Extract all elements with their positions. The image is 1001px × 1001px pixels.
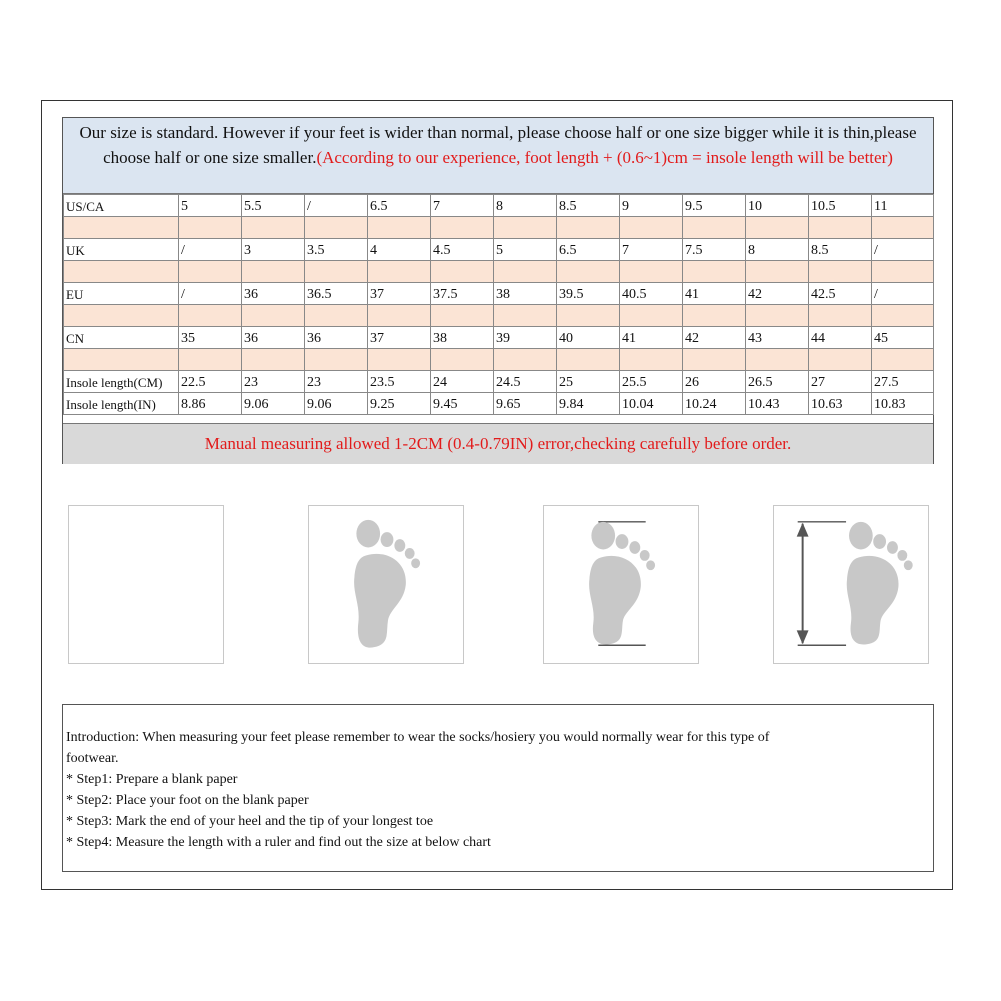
table-cell: / bbox=[872, 239, 934, 261]
step3-image bbox=[543, 505, 699, 664]
spacer-row bbox=[64, 261, 934, 283]
spacer-cell bbox=[620, 349, 683, 371]
spacer-cell bbox=[557, 349, 620, 371]
table-cell: 41 bbox=[620, 327, 683, 349]
footprint-icon bbox=[309, 506, 463, 663]
table-cell: 8.86 bbox=[179, 393, 242, 415]
table-cell: 37 bbox=[368, 327, 431, 349]
table-cell: 27 bbox=[809, 371, 872, 393]
step1-text: * Step1: Prepare a blank paper bbox=[66, 772, 238, 787]
spacer-cell bbox=[242, 261, 305, 283]
spacer-cell bbox=[64, 349, 179, 371]
table-cell: / bbox=[872, 283, 934, 305]
table-cell: 40 bbox=[557, 327, 620, 349]
table-cell: 9.06 bbox=[242, 393, 305, 415]
size-notice bbox=[63, 118, 933, 194]
spacer-cell bbox=[872, 349, 934, 371]
row-label: Insole length(IN) bbox=[64, 393, 179, 415]
table-cell: 35 bbox=[179, 327, 242, 349]
spacer-cell bbox=[809, 261, 872, 283]
spacer-cell bbox=[242, 217, 305, 239]
table-row bbox=[64, 195, 934, 217]
spacer-row bbox=[64, 349, 934, 371]
table-cell: 9 bbox=[620, 195, 683, 217]
table-cell: 42 bbox=[683, 327, 746, 349]
table-cell: 5.5 bbox=[242, 195, 305, 217]
table-cell: 9.25 bbox=[368, 393, 431, 415]
spacer-cell bbox=[557, 261, 620, 283]
table-cell: 9.84 bbox=[557, 393, 620, 415]
spacer-cell bbox=[620, 261, 683, 283]
table-row bbox=[64, 283, 934, 305]
step4-image bbox=[773, 505, 929, 664]
table-cell: 26.5 bbox=[746, 371, 809, 393]
step1-image bbox=[68, 505, 224, 664]
spacer-cell bbox=[494, 217, 557, 239]
table-row bbox=[64, 327, 934, 349]
table-cell: 8 bbox=[746, 239, 809, 261]
table-cell: 9.5 bbox=[683, 195, 746, 217]
table-cell: 38 bbox=[431, 327, 494, 349]
spacer-cell bbox=[431, 261, 494, 283]
spacer-cell bbox=[809, 217, 872, 239]
measuring-footnote: Manual measuring allowed 1-2CM (0.4-0.79IN) error,checking carefully before order. bbox=[63, 423, 933, 464]
table-row bbox=[64, 393, 934, 415]
size-chart bbox=[62, 117, 934, 464]
table-cell: 25.5 bbox=[620, 371, 683, 393]
spacer-cell bbox=[179, 261, 242, 283]
notice-close: ) bbox=[887, 148, 893, 167]
spacer-cell bbox=[872, 217, 934, 239]
table-cell: 45 bbox=[872, 327, 934, 349]
introduction-text: Introduction: When measuring your feet please remember to wear the socks/hosiery you would normally wear for this type of footwear. bbox=[66, 730, 770, 766]
table-cell: 43 bbox=[746, 327, 809, 349]
spacer-cell bbox=[809, 305, 872, 327]
spacer-cell bbox=[494, 349, 557, 371]
table-cell: 10.5 bbox=[809, 195, 872, 217]
size-table bbox=[63, 194, 934, 415]
table-cell: 37 bbox=[368, 283, 431, 305]
table-cell: 7 bbox=[620, 239, 683, 261]
spacer-cell bbox=[431, 349, 494, 371]
table-row bbox=[64, 371, 934, 393]
table-cell: 36 bbox=[242, 327, 305, 349]
step2-text: * Step2: Place your foot on the blank paper bbox=[66, 793, 309, 808]
table-cell: 10.43 bbox=[746, 393, 809, 415]
measuring-instructions bbox=[62, 704, 934, 872]
blank-paper-icon bbox=[69, 506, 223, 663]
table-cell: 7 bbox=[431, 195, 494, 217]
table-cell: 4.5 bbox=[431, 239, 494, 261]
spacer-cell bbox=[368, 349, 431, 371]
table-cell: 36 bbox=[305, 327, 368, 349]
table-cell: 40.5 bbox=[620, 283, 683, 305]
table-cell: / bbox=[305, 195, 368, 217]
spacer-cell bbox=[64, 217, 179, 239]
spacer-cell bbox=[242, 349, 305, 371]
table-cell: / bbox=[179, 239, 242, 261]
spacer-cell bbox=[494, 261, 557, 283]
table-cell: 37.5 bbox=[431, 283, 494, 305]
footprint-marked-icon bbox=[544, 506, 698, 663]
row-label: US/CA bbox=[64, 195, 179, 217]
spacer-row bbox=[64, 217, 934, 239]
spacer-cell bbox=[305, 349, 368, 371]
spacer-cell bbox=[683, 349, 746, 371]
table-cell: 25 bbox=[557, 371, 620, 393]
row-label: CN bbox=[64, 327, 179, 349]
table-cell: 3.5 bbox=[305, 239, 368, 261]
table-cell: 8.5 bbox=[809, 239, 872, 261]
spacer-cell bbox=[368, 261, 431, 283]
spacer-cell bbox=[305, 217, 368, 239]
spacer-cell bbox=[179, 349, 242, 371]
spacer-cell bbox=[64, 305, 179, 327]
spacer-cell bbox=[431, 217, 494, 239]
table-cell: 24 bbox=[431, 371, 494, 393]
spacer-cell bbox=[620, 217, 683, 239]
table-cell: 4 bbox=[368, 239, 431, 261]
table-cell: 26 bbox=[683, 371, 746, 393]
table-cell: 23 bbox=[305, 371, 368, 393]
spacer-cell bbox=[494, 305, 557, 327]
spacer-cell bbox=[179, 305, 242, 327]
table-cell: 9.65 bbox=[494, 393, 557, 415]
table-cell: 9.06 bbox=[305, 393, 368, 415]
spacer-cell bbox=[872, 261, 934, 283]
step3-text: * Step3: Mark the end of your heel and the tip of your longest toe bbox=[66, 814, 434, 829]
table-cell: 10.04 bbox=[620, 393, 683, 415]
spacer-cell bbox=[242, 305, 305, 327]
spacer-cell bbox=[683, 305, 746, 327]
table-cell: 8 bbox=[494, 195, 557, 217]
table-cell: 10.24 bbox=[683, 393, 746, 415]
spacer-cell bbox=[746, 349, 809, 371]
step4-text: * Step4: Measure the length with a ruler and find out the size at below chart bbox=[66, 835, 491, 850]
table-cell: 5 bbox=[179, 195, 242, 217]
table-cell: 41 bbox=[683, 283, 746, 305]
table-cell: 10 bbox=[746, 195, 809, 217]
row-label: EU bbox=[64, 283, 179, 305]
table-cell: 10.63 bbox=[809, 393, 872, 415]
footprint-measured-icon bbox=[774, 506, 928, 663]
spacer-cell bbox=[368, 305, 431, 327]
table-cell: 24.5 bbox=[494, 371, 557, 393]
table-cell: 42.5 bbox=[809, 283, 872, 305]
spacer-cell bbox=[620, 305, 683, 327]
table-cell: 6.5 bbox=[557, 239, 620, 261]
spacer-cell bbox=[557, 305, 620, 327]
spacer-cell bbox=[179, 217, 242, 239]
spacer-cell bbox=[305, 305, 368, 327]
row-label: Insole length(CM) bbox=[64, 371, 179, 393]
spacer-cell bbox=[431, 305, 494, 327]
table-cell: 10.83 bbox=[872, 393, 934, 415]
table-cell: 11 bbox=[872, 195, 934, 217]
table-cell: 23.5 bbox=[368, 371, 431, 393]
table-row bbox=[64, 239, 934, 261]
table-cell: 8.5 bbox=[557, 195, 620, 217]
table-cell: 3 bbox=[242, 239, 305, 261]
spacer-cell bbox=[683, 261, 746, 283]
row-label: UK bbox=[64, 239, 179, 261]
table-cell: 7.5 bbox=[683, 239, 746, 261]
spacer-cell bbox=[746, 217, 809, 239]
notice-advice: (According to our experience, foot length + (0.6~1)cm = insole length will be better bbox=[316, 148, 888, 167]
table-cell: 39.5 bbox=[557, 283, 620, 305]
table-cell: 23 bbox=[242, 371, 305, 393]
table-cell: 36.5 bbox=[305, 283, 368, 305]
notice-text: Our size is standard. However if your feet is wider than normal, please choose half or one size bigger while it is thin,please choose half or one size smaller. bbox=[79, 123, 917, 167]
table-cell: 9.45 bbox=[431, 393, 494, 415]
spacer-cell bbox=[368, 217, 431, 239]
spacer-cell bbox=[557, 217, 620, 239]
spacer-row bbox=[64, 305, 934, 327]
spacer-cell bbox=[64, 261, 179, 283]
table-cell: 36 bbox=[242, 283, 305, 305]
table-cell: 27.5 bbox=[872, 371, 934, 393]
spacer-cell bbox=[746, 305, 809, 327]
table-cell: 5 bbox=[494, 239, 557, 261]
table-cell: 6.5 bbox=[368, 195, 431, 217]
table-cell: 42 bbox=[746, 283, 809, 305]
spacer-cell bbox=[809, 349, 872, 371]
spacer-cell bbox=[683, 217, 746, 239]
table-cell: 44 bbox=[809, 327, 872, 349]
spacer-cell bbox=[305, 261, 368, 283]
step2-image bbox=[308, 505, 464, 664]
table-cell: 38 bbox=[494, 283, 557, 305]
table-cell: 22.5 bbox=[179, 371, 242, 393]
table-cell: 39 bbox=[494, 327, 557, 349]
spacer-cell bbox=[872, 305, 934, 327]
table-cell: / bbox=[179, 283, 242, 305]
spacer-cell bbox=[746, 261, 809, 283]
